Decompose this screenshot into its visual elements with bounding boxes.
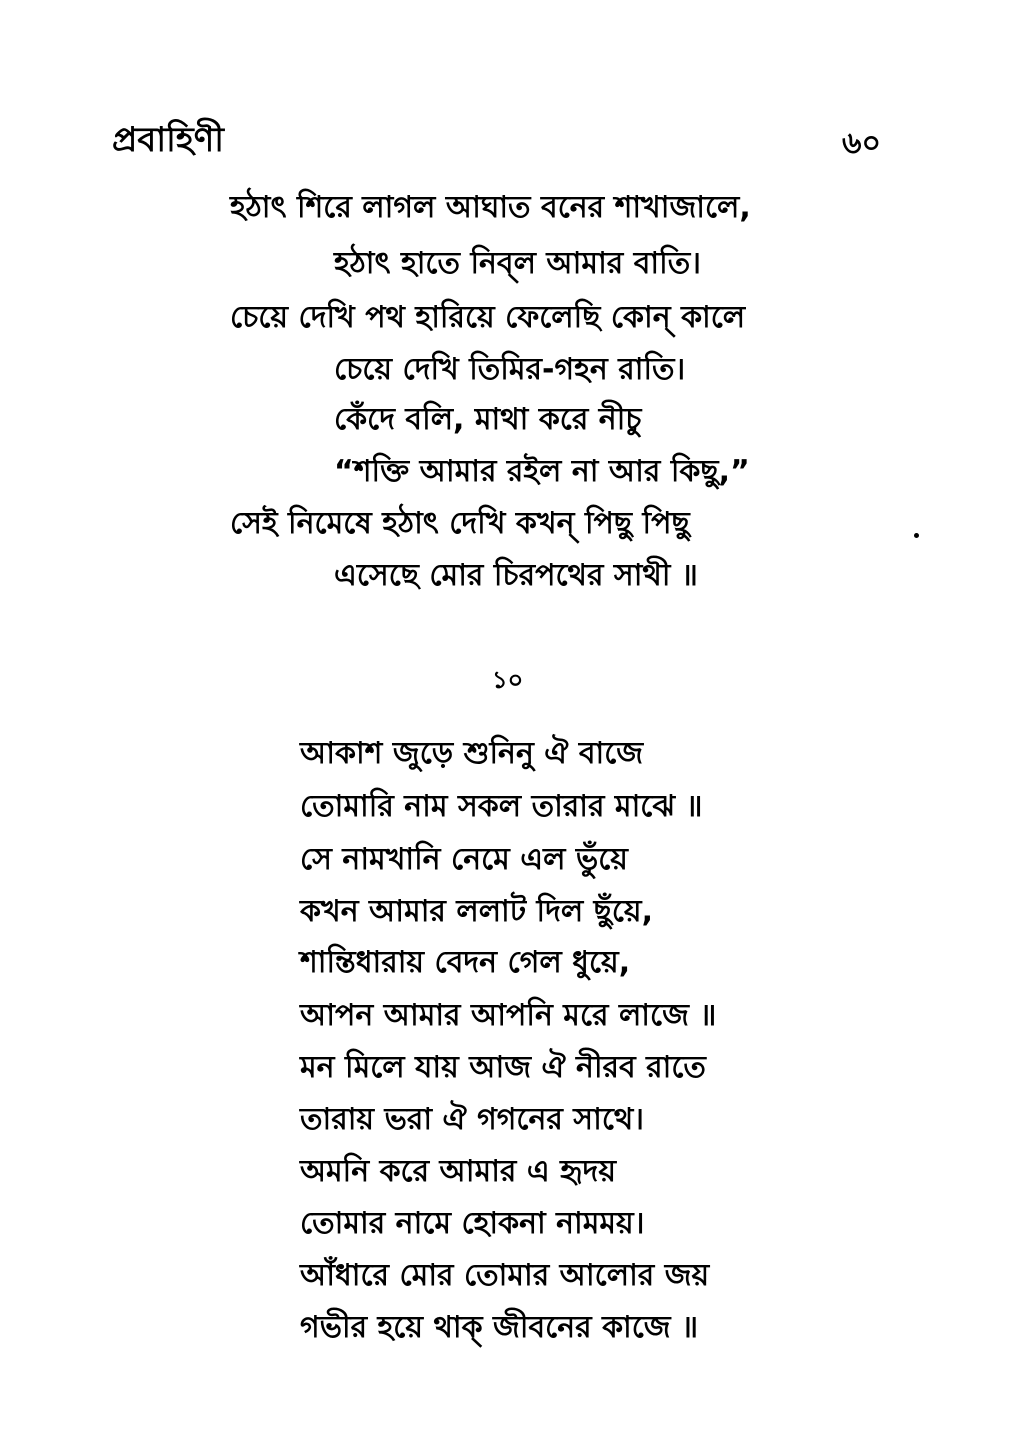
poem-line: হঠাৎ শিরে লাগল আঘাত বনের শাখাজালে, xyxy=(230,190,751,225)
stray-ink-dot xyxy=(914,533,919,538)
poem-line: শান্তিধারায় বেদন গেল ধুয়ে, xyxy=(300,945,631,980)
poem-line: তোমার নামে হোকনা নামময়। xyxy=(300,1206,645,1241)
poem-line: আকাশ জুড়ে শুনিনু ঐ বাজে xyxy=(300,736,644,771)
poem-line: কখন আমার ললাট দিল ছুঁয়ে, xyxy=(300,894,653,929)
poem-line: গভীর হয়ে থাক্‌ জীবনের কাজে ॥ xyxy=(300,1310,699,1345)
running-title: প্রবাহিণী xyxy=(112,120,225,160)
poem-line: অমনি করে আমার এ হৃদয় xyxy=(300,1154,616,1189)
poem-line: এসেছে মোর চিরপথের সাথী ॥ xyxy=(334,558,698,593)
poem-line: তারায় ভরা ঐ গগনের সাথে। xyxy=(300,1102,645,1137)
poem-line: তোমারি নাম সকল তারার মাঝে ॥ xyxy=(300,789,703,824)
poem-line: আপন আমার আপনি মরে লাজে ॥ xyxy=(300,998,717,1033)
poem-line: মন মিলে যায় আজ ঐ নীরব রাতে xyxy=(300,1050,706,1085)
poem-line: হঠাৎ হাতে নিব্‌ল আমার বাতি। xyxy=(334,246,701,281)
page-number: ৬০ xyxy=(842,126,882,161)
poem-line: চেয়ে দেখি তিমির-গহন রাতি। xyxy=(334,352,686,387)
poem-line: সেই নিমেষে হঠাৎ দেখি কখন্ পিছু পিছু xyxy=(230,506,690,541)
poem-line: সে নামখানি নেমে এল ভুঁয়ে xyxy=(300,842,628,877)
poem-line: কেঁদে বলি, মাথা করে নীচু xyxy=(334,402,642,437)
poem-line: “শক্তি আমার রইল না আর কিছু,” xyxy=(334,454,750,489)
poem-line: চেয়ে দেখি পথ হারিয়ে ফেলেছি কোন্ কালে xyxy=(230,300,746,335)
poem-line: আঁধারে মোর তোমার আলোর জয় xyxy=(300,1258,710,1293)
section-number: ১০ xyxy=(492,666,524,694)
